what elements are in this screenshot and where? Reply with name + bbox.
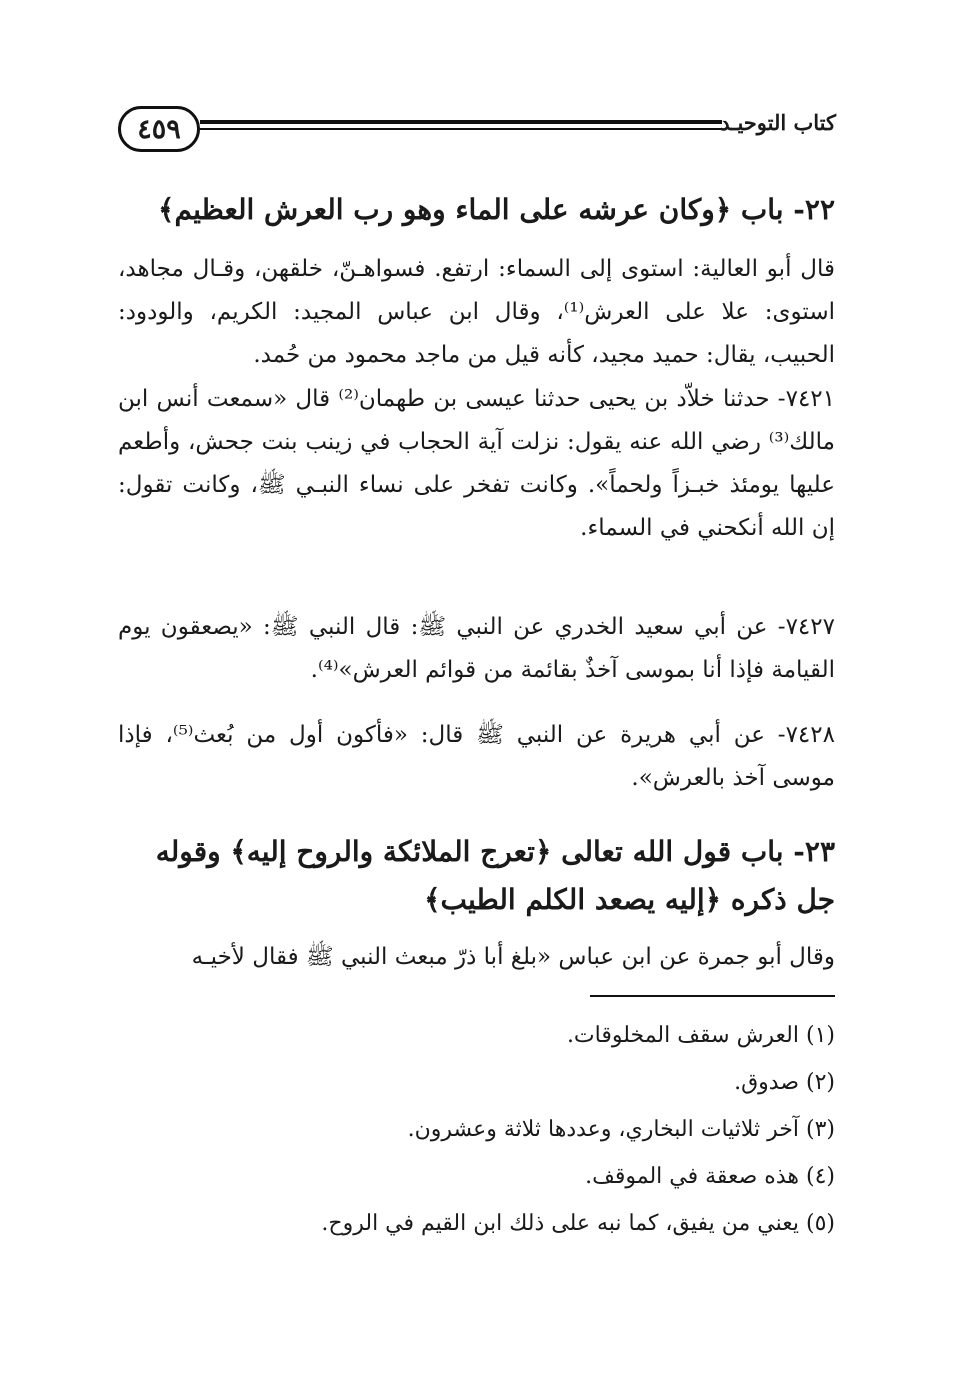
footnote-4: (٤) هذه صعقة في الموقف.	[585, 1164, 835, 1189]
hadith-7428: ٧٤٢٨- عن أبي هريرة عن النبي ﷺ قال: «فأكون أول من بُعث⁽⁵⁾، فإذا موسى آخذ بالعرش».	[118, 722, 835, 791]
header-rule-thin	[200, 128, 722, 130]
hadith-7421: ٧٤٢١- حدثنا خلاّد بن يحيى حدثنا عيسى بن طهمان⁽²⁾ قال «سمعت أنس ابن مالك⁽³⁾ رضي الله عنه يقول: نزلت آية الحجاب في زينب بنت جحش، وأطعم عليها يومئذ خبـزاً ولحماً». وكانت تفخر على نساء النبـي ﷺ، وكانت تقول: إن الله أنكحني في السماء.	[118, 386, 836, 541]
paragraph-abu-aliya: قال أبو العالية: استوى إلى السماء: ارتفع. فسواهـنّ، خلقهن، وقـال مجاهد، استوى: علا على العرش⁽¹⁾، وقال ابن عباس المجيد: الكريم، والودود: الحبيب، يقال: حميد مجيد، كأنه قيل من ماجد محمود من حُمد.	[118, 256, 835, 368]
paragraph-abu-jamra: وقال أبو جمرة عن ابن عباس «بلغ أبا ذرّ مبعث النبي ﷺ فقال لأخيـه	[191, 944, 835, 970]
header-rule	[200, 120, 722, 132]
footnote-3: (٣) آخر ثلاثيات البخاري، وعددها ثلاثة وعشرون.	[407, 1117, 835, 1142]
footnotes	[118, 1012, 835, 1247]
running-title: كتاب التوحيـد	[720, 110, 836, 135]
footnote-1: (١) العرش سقف المخلوقات.	[566, 1023, 835, 1048]
footnote-2: (٢) صدوق.	[734, 1070, 835, 1095]
page-number: ٤٥٩	[118, 106, 200, 152]
chapter-heading-22: ٢٢- باب ﴿وكان عرشه على الماء وهو رب العرش العظيم﴾	[158, 193, 835, 226]
running-header	[112, 106, 836, 158]
chapter-heading-23: ٢٣- باب قول الله تعالى ﴿تعرج الملائكة والروح إليه﴾ وقوله جل ذكره ﴿إليه يصعد الكلم الطيب﴾	[155, 835, 835, 916]
footnote-separator	[590, 995, 835, 997]
footnote-5: (٥) يعني من يفيق، كما نبه على ذلك ابن القيم في الروح.	[321, 1211, 835, 1236]
header-rule-thick	[200, 120, 722, 124]
hadith-7427: ٧٤٢٧- عن أبي سعيد الخدري عن النبي ﷺ: قال النبي ﷺ: «يصعقون يوم القيامة فإذا أنا بموسى آخذٌ بقائمة من قوائم العرش»⁽⁴⁾.	[118, 614, 835, 683]
